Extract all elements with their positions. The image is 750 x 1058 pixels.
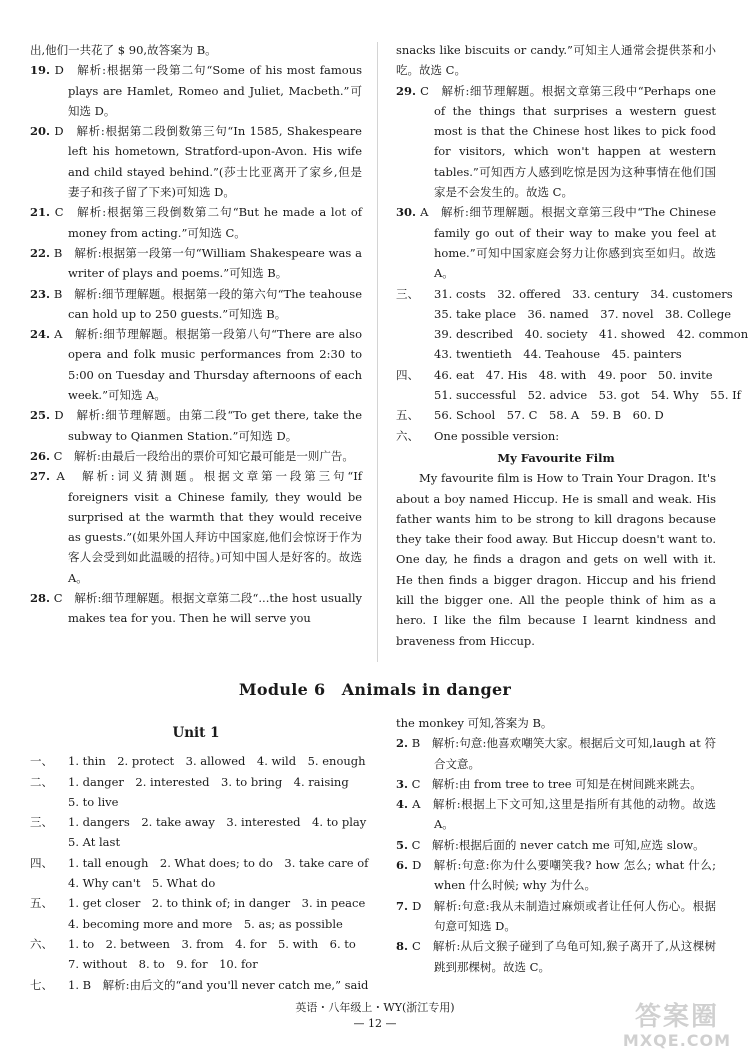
section-prefix: 四、 <box>396 367 419 382</box>
item-text: D 解析:句意:你为什么要嘲笑我? how 怎么; what 什么; when 什么时候; why 为什么。 <box>412 858 717 893</box>
watermark-text: 答案圈 <box>634 1002 719 1032</box>
unit-right-column <box>396 713 716 977</box>
answer-item <box>30 324 362 405</box>
unit-answer-row <box>30 792 362 812</box>
item-number: 30. <box>396 205 417 220</box>
unit-answer-row <box>30 772 362 792</box>
item-number: 22. <box>30 245 51 260</box>
answer-item <box>396 40 716 81</box>
item-text: C 解析:细节理解题。根据文章第二段“...the host usually makes tea for you. Then he will serve you <box>53 591 362 626</box>
unit-answer-row <box>30 893 366 913</box>
item-number: 21. <box>30 205 51 220</box>
item-text: D 解析:细节理解题。由第二段“To get there, take the subway to Qianmen Station.”可知选 D。 <box>54 408 363 443</box>
row-text: 5. to live <box>68 794 119 809</box>
item-text: C 解析:从后文猴子碰到了乌龟可知,猴子离开了,从这棵树跳到那棵树。故选 C。 <box>411 939 717 974</box>
answer-row <box>396 426 716 446</box>
item-text: snacks like biscuits or candy.”可知主人通常会提供茶和小吃。故选 C。 <box>396 43 716 78</box>
answer-item <box>396 81 716 203</box>
row-text: 1. tall enough 2. What does; to do 3. take care of <box>68 855 369 870</box>
unit-answer-row <box>30 751 366 771</box>
right-items <box>396 40 716 284</box>
row-text: 1. get closer 2. to think of; in danger 3. in peace <box>68 896 366 911</box>
section-prefix: 一、 <box>30 754 53 769</box>
row-text: One possible version: <box>434 428 560 443</box>
answer-item <box>30 446 362 466</box>
item-text: D 解析:根据第二段倒数第三句“In 1585, Shakespeare left his hometown, Stratford-upon-Avon. His wife and child stayed behind.”(莎士比亚离开了家乡,但是妻子和孩子留了下来)可知选 D。 <box>54 124 362 200</box>
unit-answer-row <box>30 873 362 893</box>
item-number: 24. <box>30 327 51 342</box>
answer-rows <box>396 284 749 446</box>
item-text: the monkey 可知,答案为 B。 <box>396 716 553 730</box>
item-number: 2. <box>396 736 409 751</box>
section-prefix: 三、 <box>396 286 419 301</box>
section-prefix: 五、 <box>396 408 419 423</box>
row-text: 7. without 8. to 9. for 10. for <box>68 957 258 972</box>
page-number: — 12 — <box>353 1017 397 1030</box>
item-text: A 解析:根据上下文可知,这里是指所有其他的动物。故选 A。 <box>412 797 716 832</box>
row-text: 31. costs 32. offered 33. century 34. customers <box>434 286 733 301</box>
answer-item <box>30 40 362 60</box>
item-number: 27. <box>30 469 51 484</box>
row-text: 5. At last <box>68 835 121 850</box>
answer-item <box>30 466 362 588</box>
unit-answer-item <box>396 774 716 794</box>
answer-item <box>30 121 362 202</box>
unit-left-column <box>30 723 369 995</box>
answer-item <box>30 284 362 325</box>
column-divider <box>377 42 378 662</box>
unit-answer-row <box>30 914 362 934</box>
answer-item <box>30 588 362 629</box>
unit-answer-item <box>396 855 716 896</box>
answer-item <box>30 405 362 446</box>
unit-answer-item <box>396 896 716 937</box>
item-text: C 解析:由 from tree to tree 可知是在树间跳来跳去。 <box>411 776 702 791</box>
answer-row <box>396 304 732 324</box>
item-text: D 解析:根据第一段第二句“Some of his most famous plays are Hamlet, Romeo and Juliet, Macbeth.”可知选 D。 <box>54 63 363 118</box>
unit-title: Unit 1 <box>172 725 220 741</box>
item-text: D 解析:句意:我从未制造过麻烦或者让任何人伤心。根据句意可知选 D。 <box>412 898 716 933</box>
answer-row <box>396 365 716 385</box>
row-text: 4. becoming more and more 5. as; as possible <box>68 916 343 931</box>
section-prefix: 六、 <box>396 428 419 443</box>
row-text: 46. eat 47. His 48. with 49. poor 50. invite <box>434 367 713 382</box>
section-prefix: 七、 <box>30 977 53 992</box>
item-number: 8. <box>396 939 409 954</box>
item-number: 20. <box>30 124 51 139</box>
left-column-top <box>30 40 362 629</box>
row-text: 4. Why can't 5. What do <box>68 876 216 891</box>
item-text: B 解析:细节理解题。根据第一段的第六句“The teahouse can hold up to 250 guests.”可知选 B。 <box>53 286 363 321</box>
essay-body: My favourite film is How to Train Your Dragon. It's about a boy named Hiccup. He is small and weak. His father wants him to be strong to kill dragons because they take their food away. But Hiccup doesn't want to. One day, he finds a dragon and gets on well with it. He then finds a bigger dragon. Hiccup and his friend kill the bigger one. All the people think of him as a hero. I like the film because I learnt kindness and braveness from Hiccup. <box>396 471 716 648</box>
watermark-logo <box>612 1002 742 1054</box>
essay <box>396 448 716 651</box>
unit-answer-item <box>396 713 716 733</box>
row-text: 1. B 解析:由后文的“and you'll never catch me,” said <box>68 977 369 992</box>
answer-row <box>396 344 716 364</box>
unit-answer-item <box>396 936 716 977</box>
item-number: 25. <box>30 408 51 423</box>
section-prefix: 六、 <box>30 936 53 951</box>
essay-title: My Favourite Film <box>497 450 615 465</box>
item-number: 19. <box>30 63 51 78</box>
row-text: 1. thin 2. protect 3. allowed 4. wild 5. enough <box>68 754 366 769</box>
item-text: A 解析:细节理解题。根据文章第三段中“The Chinese family go out of their way to make you feel at home.”可知中国家庭会努力让你感到宾至如归。故选 A。 <box>420 205 716 281</box>
row-text: 43. twentieth 44. Teahouse 45. painters <box>434 347 682 362</box>
answer-row <box>396 405 716 425</box>
row-text: 39. described 40. society 41. showed 42. common <box>434 327 749 342</box>
item-text: A 解析:细节理解题。根据第一段第八句“There are also opera and folk music performances from 2:30 to 5:00 on Tuesday and Thursday afternoons of each week.”可知选 A。 <box>54 327 363 403</box>
answer-item <box>30 202 362 243</box>
item-number: 6. <box>396 858 409 873</box>
unit-answer-item <box>396 794 716 835</box>
item-text: C 解析:根据第三段倒数第二句“But he made a lot of money from acting.”可知选 C。 <box>54 205 362 240</box>
section-prefix: 五、 <box>30 896 53 911</box>
section-prefix: 三、 <box>30 815 53 830</box>
unit-answer-row <box>30 934 362 954</box>
item-text: C 解析:由最后一段给出的票价可知它最可能是一则广告。 <box>53 448 354 463</box>
footer-line: 英语・八年级上・WY(浙江专用) <box>295 1001 455 1014</box>
right-column-top <box>396 40 749 651</box>
row-text: 51. successful 52. advice 53. got 54. Why 55. If <box>434 388 741 403</box>
unit-answer-row <box>30 975 369 995</box>
item-number: 3. <box>396 776 409 791</box>
unit-answer-row <box>30 832 362 852</box>
answer-item <box>396 202 716 283</box>
unit-left-items <box>30 751 369 995</box>
item-number: 28. <box>30 591 51 606</box>
answer-row <box>396 284 733 304</box>
item-number: 29. <box>396 83 417 98</box>
item-number: 5. <box>396 837 409 852</box>
item-number: 4. <box>396 797 409 812</box>
module-title: Module 6 Animals in danger <box>238 680 512 699</box>
unit-answer-item <box>396 733 716 774</box>
unit-answer-row <box>30 954 362 974</box>
row-text: 1. to 2. between 3. from 4. for 5. with 6. to <box>68 936 356 951</box>
item-text: B 解析:句意:他喜欢嘲笑大家。根据后文可知,laugh at 符合文意。 <box>411 736 716 771</box>
item-number: 7. <box>396 898 409 913</box>
item-text: A 解析:词义猜测题。根据文章第一段第三句“If foreigners visit a Chinese family, they would be surprised at the warmth that they would receive as guests.”(如果外国人拜访中国家庭,他们会惊讶于作为客人会受到如此温暖的招待。)可知中国人是好客的。故选 A。 <box>56 469 363 585</box>
unit-answer-row <box>30 812 367 832</box>
item-text: B 解析:根据第一段第一句“William Shakespeare was a writer of plays and poems.”可知选 B。 <box>53 245 362 281</box>
row-text: 1. danger 2. interested 3. to bring 4. raising <box>68 774 349 789</box>
answer-item <box>30 60 362 121</box>
section-prefix: 四、 <box>30 855 53 870</box>
item-text: C 解析:细节理解题。根据文章第三段中“Perhaps one of the things that surprises a western guest most is that the Chinese host likes to pick food for visitors, which won't happen at western tables.”可知西方人感到吃惊是因为这种事情在他们国家是不会发生的。故选 C。 <box>420 83 716 200</box>
item-text: C 解析:根据后面的 never catch me 可知,应选 slow。 <box>411 837 705 852</box>
section-prefix: 二、 <box>30 774 53 789</box>
watermark-url: MXQE.COM <box>622 1031 732 1050</box>
unit-answer-item <box>396 835 716 855</box>
row-text: 56. School 57. C 58. A 59. B 60. D <box>434 408 664 423</box>
answer-row <box>396 324 749 344</box>
answer-item <box>30 243 362 284</box>
answer-row <box>396 385 741 405</box>
unit-answer-row <box>30 853 369 873</box>
item-number: 23. <box>30 286 51 301</box>
item-text: 出,他们一共花了 $ 90,故答案为 B。 <box>30 43 217 57</box>
row-text: 1. dangers 2. take away 3. interested 4. to play <box>68 815 367 830</box>
row-text: 35. take place 36. named 37. novel 38. College <box>434 306 732 321</box>
item-number: 26. <box>30 448 51 463</box>
